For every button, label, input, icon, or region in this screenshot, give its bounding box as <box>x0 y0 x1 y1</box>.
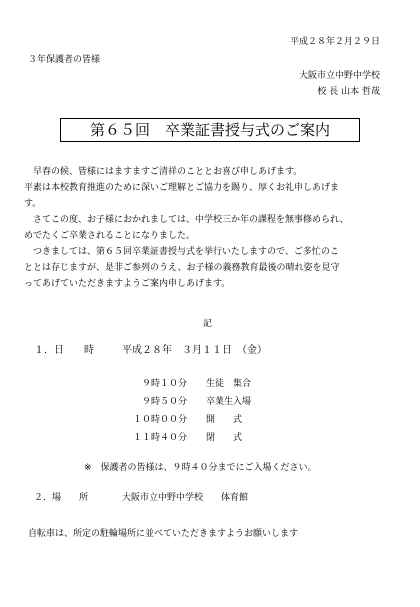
schedule-event: 開 式 <box>206 415 243 425</box>
body-line: ってあげていただきますようご案内申しあげます。 <box>24 279 231 289</box>
document-title: 第６５回 卒業証書授与式のご案内 <box>89 121 330 139</box>
schedule-time: ９時１０分 <box>141 379 187 389</box>
place-value: 大阪市立中野中学校 体育館 <box>122 493 249 503</box>
schedule-time: ９時５０分 <box>141 397 187 407</box>
place-label: ２．場 所 <box>34 493 89 503</box>
body-line: す。 <box>24 199 42 209</box>
sender-title-name: 校 長 山本 哲哉 <box>317 87 380 97</box>
body-line: ととは存じますが、是非ご参列のうえ、お子様の義務教育最後の晴れ姿を見守 <box>24 263 340 273</box>
sender-organization: 大阪市立中野中学校 <box>298 71 380 81</box>
title-box <box>60 118 360 142</box>
recipient: ３年保護者の皆様 <box>28 55 101 65</box>
body-line: めでたくご卒業されることになりました。 <box>24 231 196 241</box>
schedule-time: １０時００分 <box>132 415 187 425</box>
schedule-event: 生徒 集合 <box>206 379 252 389</box>
date-label: １．日 時 <box>34 345 94 356</box>
issue-date: 平成２８年２月２９日 <box>289 37 380 47</box>
attendance-note: ※ 保護者の皆様は、９時４０分までにご入場ください。 <box>84 463 317 473</box>
ki-heading: 記 <box>203 319 213 329</box>
body-line: 早春の候、皆様にはますますご清祥のこととお喜び申しあげます。 <box>24 167 303 177</box>
body-line: つきましては、第６５回卒業証書授与式を挙行いたしますので、ご多忙のこ <box>24 247 339 257</box>
schedule-event: 閉 式 <box>206 433 243 443</box>
body-line: 平素は本校教育推進のために深いご理解とご協力を賜り、厚くお礼申しあげま <box>24 183 340 193</box>
body-line: さてこの度、お子様におかれましては、中学校三か年の課程を無事修められ、 <box>24 215 349 225</box>
schedule-event: 卒業生入場 <box>206 397 252 407</box>
body-text <box>24 164 396 292</box>
bicycle-note: 自転車は、所定の駐輪場所に並べていただきますようお願いします <box>28 529 299 539</box>
schedule-time: １１時４０分 <box>132 433 187 443</box>
date-value: 平成２８年 ３月１１日 （金） <box>122 345 267 356</box>
